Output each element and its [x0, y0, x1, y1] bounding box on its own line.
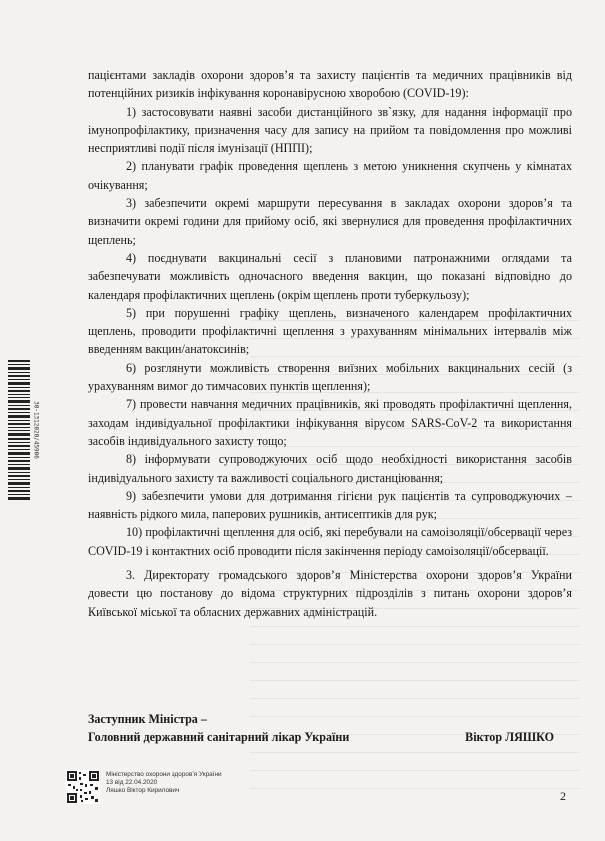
page-number: 2: [560, 789, 566, 803]
intro-paragraph: пацієнтами закладів охорони здоров’я та захисту пацієнтів та медичних працівників від потенційних ризиків інфікування коронавірусною хворобою (COVID-19):: [88, 68, 572, 101]
list-item-3: 3) забезпечити окремі маршрути пересування в закладах охорони здоров’я та визначити окремі години для прийому осіб, які звернулися для проведення профілактичних щеплень;: [88, 196, 572, 247]
signature-title-line2: Головний державний санітарний лікар України: [88, 730, 350, 744]
list-item-5: 5) при порушенні графіку щеплень, визначеного календарем профілактичних щеплень, проводити профілактичні щеплення з урахуванням мінімальних інтервалів між введенням вакцин/анатоксинів;: [88, 305, 572, 357]
qr-code-icon: [66, 770, 100, 804]
document-body: [88, 66, 572, 621]
list-item-7: 7) провести навчання медичних працівників, які проводять профілактичні щеплення, заходам індивідуальної профілактики інфікування вірусом SARS-CoV-2 та використання засобів індивідуального захисту тощо;: [88, 397, 572, 448]
list-item-10: 10) профілактичні щеплення для осіб, які перебували на самоізоляції/обсервації через COVID-19 і контактних осіб проводити після закінчення періоду самоізоляції/обсервації.: [88, 525, 572, 558]
list-item-4: 4) поєднувати вакцинальні сесії з плановими патронажними оглядами та забезпечувати можливість одночасного введення вакцин, що показані відповідно до календаря профілактичних щеплень (окрім щеплень проти туберкульозу);: [88, 250, 572, 302]
list-item-9: 9) забезпечити умови для дотримання гігієни рук пацієнтів та супроводжуючих – наявність рідкого мила, паперових рушників, антисептиків для рук;: [88, 488, 572, 522]
list-item-1: 1) застосовувати наявні засоби дистанційного зв`язку, для надання інформації про імунопрофілактику, призначення часу для запису на прийом та повідомлення про можливі несприятливі події після імунізації (НППІ);: [88, 104, 572, 156]
stamp-line-3: Ляшко Віктор Кирилович: [106, 787, 180, 794]
list-item-2: 2) планувати графік проведення щеплень з метою уникнення скупчень у кімнатах очікування;: [88, 159, 572, 192]
stamp-line-2: 13 від 22.04.2020: [106, 779, 158, 786]
point-3-paragraph: 3. Директорату громадського здоров’я Міністерства охорони здоров’я України довести цю постанову до відома структурних підрозділів з питань охорони здоров’я Київської міської та обласних державних адміністрацій.: [88, 568, 572, 619]
side-barcode: [8, 360, 30, 500]
list-item-6: 6) розглянути можливість створення виїзних мобільних вакцинальних сесій (з урахуванням вимог до тимчасових пунктів щеплення);: [88, 360, 572, 394]
signature-block: [88, 710, 554, 746]
list-item-8: 8) інформувати супроводжуючих осіб щодо необхідності використання засобів індивідуального захисту та важливості соціального дистанціювання;: [88, 452, 572, 485]
signatory-name: Віктор ЛЯШКО: [465, 730, 554, 744]
electronic-signature-stamp: [106, 771, 222, 795]
stamp-line-1: Міністерство охорони здоров’я України: [106, 771, 222, 778]
barcode-number: 30-1312020/45906: [32, 401, 40, 459]
signature-title-line1: Заступник Міністра –: [88, 712, 207, 726]
